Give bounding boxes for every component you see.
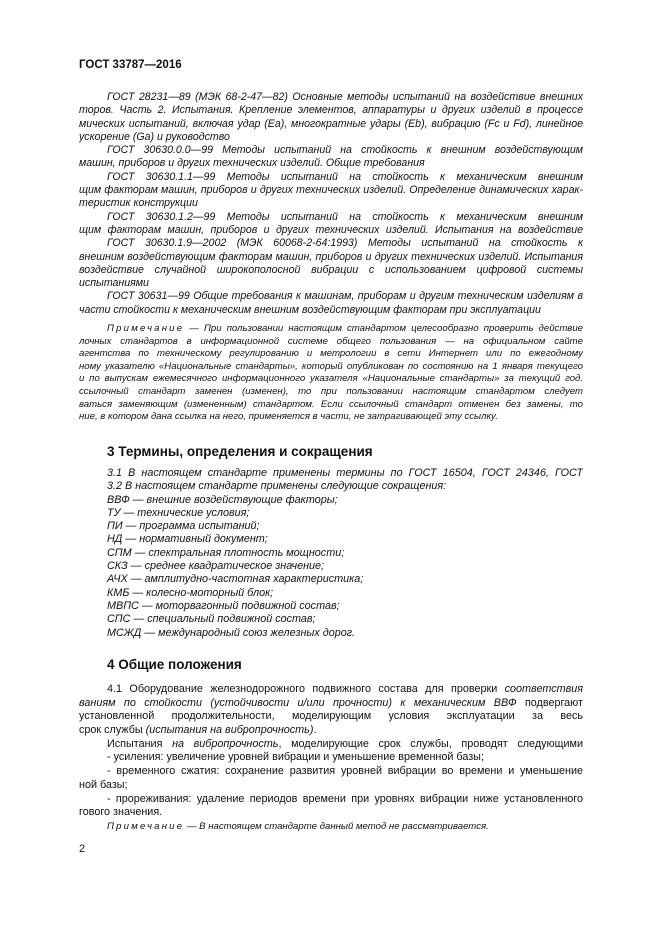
text-segment: . [313, 724, 317, 737]
paragraph [79, 627, 583, 640]
text-segment: подвергают [524, 696, 583, 709]
paragraph [79, 480, 583, 493]
section-3-heading [79, 444, 583, 460]
text-line: МВПС — моторвагонный подвижной состав; [107, 599, 340, 612]
paragraph [79, 533, 583, 546]
text-line: ускорение (Ga) и руководство [79, 130, 230, 143]
section-3-body [79, 467, 583, 640]
paragraph [79, 144, 583, 171]
text-line: ние, в котором дана ссылка на него, применяется в части, не затрагивающей эту ссылку. [79, 411, 498, 423]
text-line [79, 697, 583, 711]
text-line: АЧХ — амплитудно-частотная характеристика; [107, 573, 364, 586]
paragraph [79, 494, 583, 507]
text-line: 3.1 В настоящем стандарте применены термины по ГОСТ 16504, ГОСТ 24346, ГОСТ [107, 467, 583, 479]
text-line: теристик конструкции [79, 197, 198, 210]
text-line: ТУ — технические условия; [107, 506, 250, 519]
text-segment: 4.1 Оборудование железнодорожного подвижного состава для проверки [107, 683, 505, 695]
text-line: мических испытаний, включая удар (Ea), многократные удары (Eb), вибрацию (Fc и Fd), линейное [79, 117, 583, 130]
paragraph [79, 290, 583, 317]
text-line: ссылочный стандарт заменен (изменен), то при пользовании настоящим стандартом следует [79, 385, 583, 397]
text-line: 4 Общие положения [107, 657, 242, 672]
paragraph [79, 683, 583, 738]
text-line: ГОСТ 28231—89 (МЭК 68-2-47—82) Основные методы испытаний на воздействие внешних [107, 91, 583, 103]
text-line: КМБ — колесно-моторный блок; [107, 586, 274, 599]
text-line: ной базы; [79, 778, 128, 791]
text-line [79, 724, 583, 738]
text-line: ВВФ — внешние воздействующие факторы; [107, 493, 338, 506]
text-line: ному указателю «Национальные стандарты», который опубликован по состоянию на 1 января текущего [79, 360, 583, 372]
heading [79, 657, 583, 673]
paragraph [79, 751, 583, 765]
text-segment: — При пользовании настоящим стандартом целесообразно проверить действие [189, 323, 583, 334]
text-line: МСЖД — международный союз железных дорог. [107, 626, 356, 639]
text-line: щим факторам машин, приборов и других технических изделий. Испытания на воздействие [79, 223, 583, 236]
text-line [79, 683, 583, 697]
text-line: части стойкости к механическим внешним воздействующим факторам при эксплуатации [79, 303, 541, 316]
text-line: машин, приборов и других технических изделий. Общие требования [79, 157, 425, 170]
text-line: ГОСТ 30631—99 Общие требования к машинам, приборам и другим техническим изделиям в [107, 290, 583, 303]
paragraph [79, 237, 583, 290]
text-segment: , моделирующие срок службы, проводят следующими [278, 737, 583, 750]
text-line: НД — нормативный документ; [107, 533, 268, 546]
text-line: установленной продолжительности, моделирующим условия эксплуатации за весь [79, 710, 583, 723]
text-line [79, 820, 583, 833]
text-line: - усиления: увеличение уровней вибрации и уменьшение временной базы; [107, 751, 484, 764]
text-line: и по выпускам ежемесячного информационного указателя «Национальные стандарты» за текущий год. [79, 373, 583, 385]
document-header: ГОСТ 33787—2016 [79, 59, 182, 71]
paragraph [79, 467, 583, 480]
paragraph [79, 793, 583, 820]
paragraph [79, 600, 583, 613]
text-line: агентства по техническому регулированию и метрологии в сети Интернет или по ежегодному [79, 348, 583, 360]
text-line [79, 323, 583, 336]
paragraph [79, 91, 583, 144]
paragraph [79, 765, 583, 792]
text-segment: соответствия [504, 683, 583, 695]
paragraph [79, 560, 583, 573]
paragraph [79, 573, 583, 586]
paragraph [79, 323, 583, 424]
paragraph [79, 613, 583, 626]
text-line: ГОСТ 30630.0.0—99 Методы испытаний на стойкость к внешним воздействующим [107, 144, 583, 157]
text-line: СПМ — спектральная плотность мощности; [107, 546, 345, 559]
paragraph [79, 820, 583, 833]
text-line: ГОСТ 30630.1.2—99 Методы испытаний на стойкость к механическим внешним [107, 210, 583, 223]
text-line: 3.2 В настоящем стандарте применены следующие сокращения: [107, 480, 447, 493]
text-line: ваться заменяющим (измененным) стандартом. Если ссылочный стандарт отменен без замены, то [79, 398, 583, 410]
text-line: торов. Часть 2. Испытания. Крепление элементов, аппаратуры и других изделий в процессе [79, 104, 583, 117]
paragraph [79, 547, 583, 560]
text-line: ПИ — программа испытаний; [107, 520, 260, 533]
note-label: Примечание [107, 323, 185, 334]
text-line: ГОСТ 30630.1.9—2002 (МЭК 60068-2-64:1993) Методы испытаний на стойкость к [107, 237, 583, 250]
paragraph [79, 211, 583, 238]
text-line: испытаниями [79, 277, 149, 290]
text-line: внешним воздействующим факторам машин, приборов и других технических изделий. Испытания [79, 250, 583, 263]
paragraph [79, 507, 583, 520]
heading [79, 444, 583, 460]
text-segment: — В настоящем стандарте данный метод не рассматривается. [184, 821, 489, 832]
text-segment: на вибропрочность [172, 737, 279, 750]
paragraph [79, 520, 583, 533]
text-line: - временного сжатия: сохранение развития уровней вибрации во времени и уменьшение [107, 765, 583, 778]
paragraph [79, 738, 583, 752]
text-line: СКЗ — среднее квадратическое значение; [107, 560, 325, 573]
paragraph [79, 587, 583, 600]
text-line: - прореживания: удаление периодов времени при уровнях вибрации ниже установленного [107, 792, 583, 805]
text-line: 3 Термины, определения и сокращения [107, 444, 373, 459]
note-references [79, 323, 583, 424]
normative-references [79, 91, 583, 317]
text-line: щим факторам машин, приборов и других технических изделий. Определение динамических харак- [79, 184, 583, 197]
text-line: гового значения. [79, 806, 163, 819]
text-line: ГОСТ 30630.1.1—99 Методы испытаний на стойкость к механическим внешним [107, 170, 583, 183]
text-segment: ваниям по стойкости (устойчивости и/или прочности) к механическим ВВФ [79, 696, 517, 709]
section-4-body [79, 683, 583, 820]
paragraph [79, 171, 583, 211]
text-line [79, 738, 583, 752]
text-line: лочных стандартов в информационной системе общего пользования — на официальном сайте [79, 335, 583, 347]
text-segment: (испытания на вибропрочность) [145, 724, 314, 737]
text-segment: срок службы [79, 724, 146, 737]
text-segment: Испытания [107, 737, 173, 750]
page-number: 2 [79, 843, 86, 855]
text-line: СПС — специальный подвижной состав; [107, 613, 316, 626]
note-label: Примечание [107, 821, 185, 832]
note-method [79, 820, 583, 833]
section-4-heading [79, 657, 583, 673]
text-line: воздействие случайной широкополосной вибрации с использованием цифровой системы [79, 263, 583, 276]
